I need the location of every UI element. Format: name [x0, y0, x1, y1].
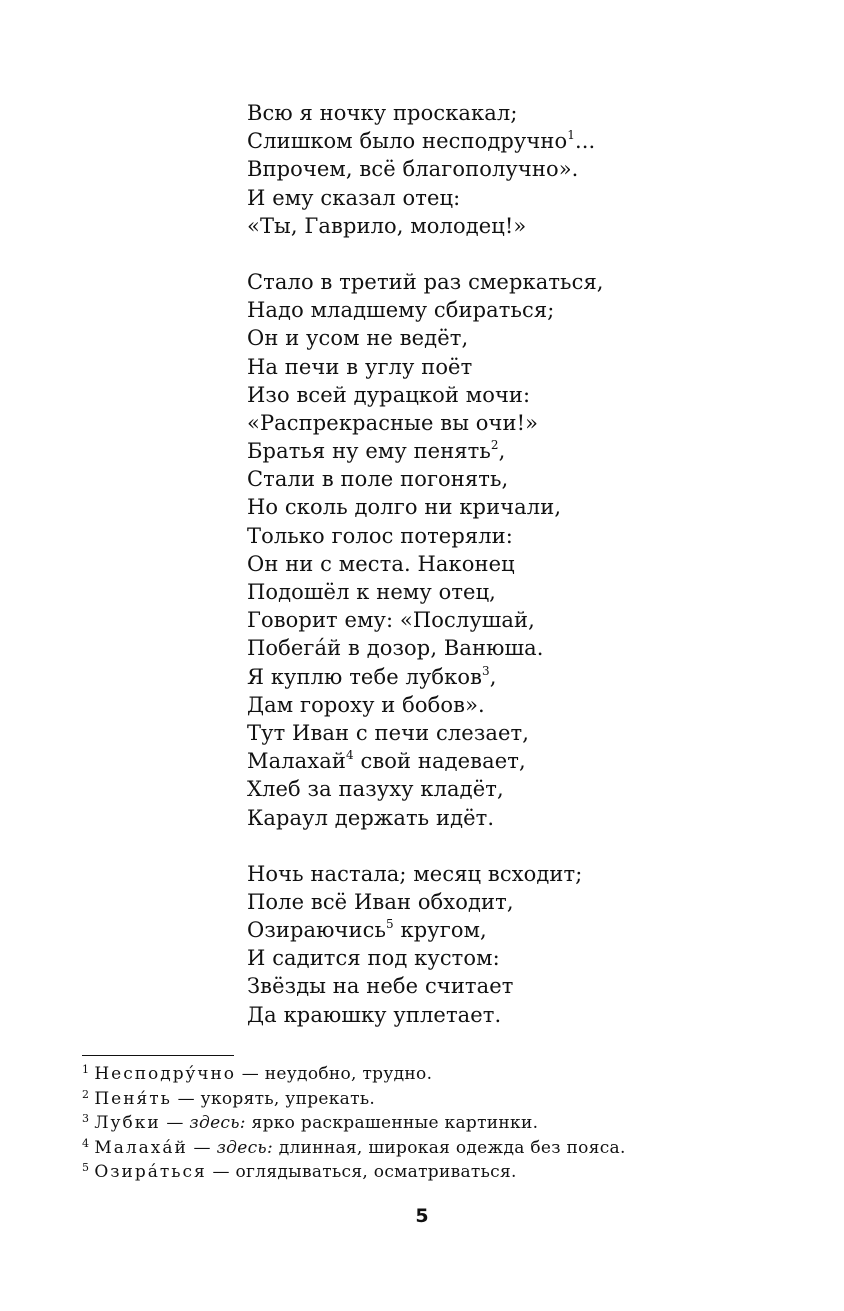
footnote [82, 1087, 782, 1112]
footnote-number: 5 [82, 1161, 90, 1175]
footnote [82, 1160, 782, 1185]
footnote-term: Пеня́ть [94, 1088, 172, 1109]
poem-line [247, 663, 767, 691]
stanza [247, 99, 767, 240]
poem-line: Караул держать идёт. [247, 805, 495, 830]
footnote-marker: 2 [490, 438, 499, 453]
footnote-term: Несподрýчно [94, 1064, 237, 1084]
footnote-definition: укорять, упрекать. [200, 1088, 376, 1109]
poem-line: Но сколь долго ни кричали, [247, 495, 562, 520]
footnote-term: Малахáй [94, 1137, 188, 1158]
poem-line: Только голос потеряли: [247, 523, 513, 548]
footnote-number: 1 [82, 1063, 90, 1076]
footnote-dash: — [187, 1137, 217, 1158]
poem-line: Ночь настала; месяц всходит; [247, 861, 583, 886]
footnote [82, 1136, 782, 1161]
poem-line: «Распрекрасные вы очи!» [247, 410, 539, 435]
poem-line: И ему сказал отец: [247, 185, 461, 210]
line-text: Я куплю тебе лубков [247, 664, 483, 689]
footnote-number: 2 [82, 1087, 90, 1101]
footnote-term: Озирáться [94, 1162, 207, 1183]
poem-line: Впрочем, всё благополучно». [247, 157, 579, 182]
footnote-marker: 3 [482, 663, 490, 678]
stanza [247, 268, 767, 832]
footnote-dash: — [160, 1113, 190, 1134]
poem-line: Изо всей дурацкой мочи: [247, 382, 531, 407]
line-text: Братья ну ему пенять [247, 439, 491, 464]
footnote-definition: оглядываться, осматриваться. [235, 1162, 517, 1183]
poem-line: Да краюшку уплетает. [247, 1002, 502, 1027]
poem-line: Хлеб за пазуху кладёт, [247, 777, 504, 802]
poem-line: Дам гороху и бобов». [247, 692, 485, 717]
poem-line: На печи в углу поёт [247, 354, 473, 379]
poem-line: Он и усом не ведёт, [247, 326, 469, 351]
footnote-dash: — [171, 1088, 201, 1109]
footnote-marker: 4 [345, 748, 354, 763]
line-text: Слишком было несподручно [247, 129, 568, 154]
footnote-definition: длинная, широкая одежда без пояса. [272, 1137, 626, 1158]
line-text-after: , [498, 439, 506, 464]
footnote-term: Лубки [94, 1113, 161, 1134]
poem-line: Подошёл к нему отец, [247, 580, 496, 604]
footnote-number: 3 [82, 1112, 90, 1126]
poem-line [247, 916, 767, 944]
poem-line: Стало в третий раз смеркаться, [247, 269, 604, 294]
footnote-definition: ярко раскрашенные картинки. [245, 1113, 539, 1134]
footnote-marker: 5 [386, 917, 394, 932]
poem-line [247, 127, 767, 155]
poem-line: «Ты, Гаврило, молодец!» [247, 213, 527, 238]
poem-line: Поле всё Иван обходит, [247, 889, 514, 914]
line-text-after: свой надевает, [353, 749, 526, 774]
poem-line: Тут Иван с печи слезает, [247, 720, 530, 745]
poem-line: Побегáй в дозор, Ванюша. [247, 636, 544, 661]
page-number: 5 [415, 1205, 429, 1227]
poem-line: Он ни с места. Наконец [247, 551, 515, 576]
poem-line: И садится под кустом: [247, 946, 500, 971]
line-text-after: кругом, [393, 918, 487, 943]
line-text: Малахай [247, 749, 346, 774]
footnote [82, 1062, 782, 1087]
poem-line [247, 747, 767, 775]
line-text-after: , [489, 664, 497, 689]
poem-text [247, 99, 767, 1029]
poem-line: Надо младшему сбираться; [247, 298, 555, 323]
footnote-definition: неудобно, трудно. [264, 1064, 433, 1084]
poem-line: Говорит ему: «Послушай, [247, 608, 535, 633]
stanza [247, 860, 767, 1029]
footnote [82, 1111, 782, 1136]
footnotes [82, 1062, 782, 1185]
poem-line: Стали в поле погонять, [247, 467, 509, 492]
footnote-dash: — [236, 1064, 265, 1084]
footnote-label: здесь: [189, 1113, 246, 1134]
line-text-after: ... [574, 129, 596, 154]
line-text: Озираючись [247, 918, 386, 943]
footnote-marker: 1 [567, 128, 575, 143]
poem-line: Всю я ночку проскакал; [247, 101, 518, 125]
footnote-dash: — [206, 1162, 236, 1183]
poem-line: Звёзды на небе считает [247, 974, 514, 999]
footnote-label: здесь: [216, 1137, 273, 1158]
poem-line [247, 437, 767, 465]
footnote-divider [82, 1055, 234, 1056]
footnote-number: 4 [82, 1136, 90, 1150]
